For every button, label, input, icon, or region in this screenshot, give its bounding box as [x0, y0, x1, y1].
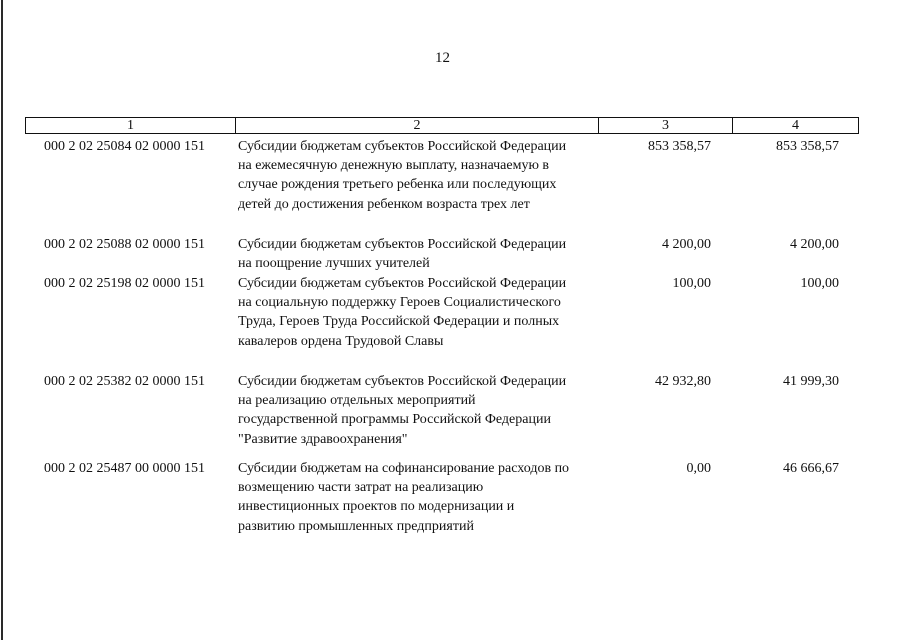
- description-line: Субсидии бюджетам субъектов Российской Федерации: [238, 374, 567, 389]
- scan-edge-line: [1, 0, 3, 640]
- description-line: на реализацию отдельных мероприятий: [238, 393, 476, 409]
- table-header-col-3: 3: [599, 118, 733, 133]
- description-line: Субсидии бюджетам субъектов Российской Федерации: [238, 139, 567, 154]
- description-line: инвестиционных проектов по модернизации и: [238, 499, 515, 515]
- table-header-col-2: 2: [236, 118, 599, 133]
- row-description: [238, 459, 600, 536]
- table-header-col-4: 4: [792, 118, 799, 133]
- row-description: [238, 372, 600, 449]
- description-line: Труда, Героев Труда Российской Федерации и полных: [238, 314, 560, 330]
- row-description: [238, 274, 600, 351]
- amount-col-4: 100,00: [800, 276, 839, 291]
- budget-code: 000 2 02 25487 00 0000 151: [44, 461, 205, 476]
- amount-col-3: 42 932,80: [655, 374, 711, 389]
- description-line: "Развитие здравоохранения": [238, 431, 408, 447]
- description-line: государственной программы Российской Федерации: [238, 412, 551, 428]
- table-header-row: [25, 117, 859, 134]
- description-line: на ежемесячную денежную выплату, назначаемую в: [238, 158, 550, 174]
- amount-col-3: 100,00: [672, 276, 711, 291]
- page-number: 12: [435, 50, 450, 66]
- row-description: [238, 137, 600, 214]
- description-line: детей до достижения ребенком возраста трех лет: [238, 196, 530, 212]
- budget-code: 000 2 02 25084 02 0000 151: [44, 139, 205, 154]
- description-line: Субсидии бюджетам субъектов Российской Федерации: [238, 237, 567, 252]
- description-line: кавалеров ордена Трудовой Славы: [238, 333, 444, 349]
- description-line: Субсидии бюджетам субъектов Российской Федерации: [238, 276, 567, 291]
- description-line: Субсидии бюджетам на софинансирование расходов по: [238, 461, 570, 476]
- description-line: возмещению части затрат на реализацию: [238, 480, 484, 496]
- budget-code: 000 2 02 25088 02 0000 151: [44, 237, 205, 252]
- budget-code: 000 2 02 25198 02 0000 151: [44, 276, 205, 291]
- amount-col-4: 853 358,57: [776, 139, 839, 154]
- amount-col-4: 4 200,00: [790, 237, 839, 252]
- row-description: [238, 235, 600, 273]
- description-line: развитию промышленных предприятий: [238, 518, 474, 534]
- budget-code: 000 2 02 25382 02 0000 151: [44, 374, 205, 389]
- amount-col-3: 853 358,57: [648, 139, 711, 154]
- amount-col-3: 0,00: [686, 461, 711, 476]
- amount-col-3: 4 200,00: [662, 237, 711, 252]
- description-line: на поощрение лучших учителей: [238, 256, 430, 272]
- description-line: случае рождения третьего ребенка или последующих: [238, 177, 557, 193]
- description-line: на социальную поддержку Героев Социалистического: [238, 295, 561, 311]
- amount-col-4: 41 999,30: [783, 374, 839, 389]
- amount-col-4: 46 666,67: [783, 461, 839, 476]
- table-header-col-1: 1: [26, 118, 236, 133]
